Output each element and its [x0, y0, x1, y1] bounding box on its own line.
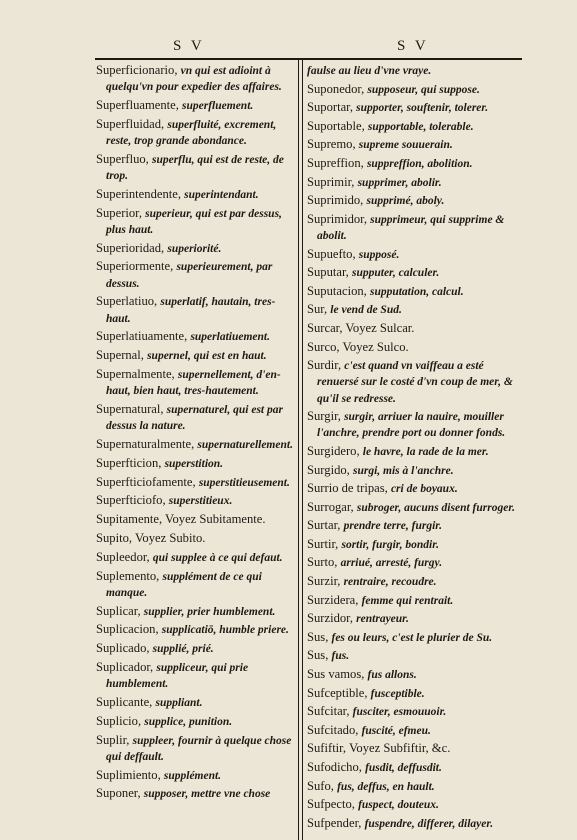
entry-headword: Supitamente, Voyez Subitamente.: [96, 512, 266, 527]
entry-definition: superlatiuement.: [190, 331, 270, 344]
entry-definition: supposeur, qui suppose.: [367, 83, 480, 96]
dictionary-entry: [307, 686, 521, 702]
entry-headword: Surtar,: [307, 518, 344, 533]
dictionary-entry: [307, 741, 521, 757]
entry-definition: cri de boyaux.: [390, 483, 458, 496]
entry-headword: Superintendente,: [96, 186, 185, 201]
entry-headword: Surgir,: [307, 409, 345, 424]
dictionary-entry: [307, 358, 521, 407]
entry-headword: Suplemento,: [96, 568, 163, 583]
dictionary-entry: [307, 667, 521, 683]
entry-headword: Suprimidor,: [307, 211, 371, 226]
dictionary-entry: [307, 247, 521, 263]
dictionary-entry: [307, 321, 521, 337]
entry-definition: superieur, qui est par dessus, plus haut.: [106, 207, 282, 236]
dictionary-entry: [307, 518, 521, 534]
entry-definition: superiorité.: [167, 242, 222, 255]
entry-headword: Sufo,: [307, 778, 338, 793]
dictionary-entry: [96, 695, 294, 711]
entry-headword: Sus,: [307, 629, 332, 644]
entry-headword: Suputacion,: [307, 283, 370, 298]
entry-definition: rentrayeur.: [356, 613, 409, 626]
header-left: S V: [173, 38, 205, 54]
entry-headword: Supreffion,: [307, 155, 367, 170]
dictionary-entry: [96, 475, 294, 491]
entry-headword: Suportar,: [307, 100, 357, 115]
entry-headword: Suprimir,: [307, 174, 358, 189]
entry-headword: Suplicar,: [96, 603, 144, 618]
entry-definition: supprimeur, qui supprime & abolit.: [317, 213, 505, 242]
entry-definition: supplément de ce qui manque.: [106, 570, 262, 599]
entry-definition: superstitieusement.: [198, 476, 290, 489]
dictionary-entry: [96, 714, 294, 730]
entry-definition: supernaturellement.: [197, 438, 293, 451]
dictionary-entry: [96, 206, 294, 238]
entry-definition: supprimer, abolir.: [357, 176, 442, 189]
entry-definition: supplément.: [163, 769, 222, 782]
dictionary-entry: [307, 156, 521, 172]
dictionary-entry: [307, 500, 521, 516]
entry-definition: fuspect, douteux.: [358, 799, 439, 812]
dictionary-entry: [307, 593, 521, 609]
entry-headword: Surrio de tripas,: [307, 481, 391, 496]
dictionary-entry: [307, 409, 521, 441]
entry-definition: vn qui est adioint à quelqu'vn pour expedier des affaires.: [106, 65, 282, 94]
entry-definition: subroger, aucuns disent furroger.: [356, 501, 516, 514]
entry-headword: Sufpecto,: [307, 797, 359, 812]
entry-headword: Supernaturalmente,: [96, 436, 198, 451]
entry-headword: Surzidor,: [307, 611, 357, 626]
entry-headword: Superfluamente,: [96, 98, 183, 112]
dictionary-entry: [96, 456, 294, 472]
dictionary-entry: [307, 463, 521, 479]
dictionary-entry: [307, 265, 521, 281]
entry-headword: Suprimido,: [307, 193, 367, 208]
dictionary-entry: [307, 284, 521, 300]
dictionary-entry: [96, 604, 294, 620]
dictionary-entry: [96, 493, 294, 509]
entry-headword: Suplicante,: [96, 694, 156, 709]
entry-definition: surgir, arriuer la nauire, mouiller l'anchre, prendre port ou donner fonds.: [317, 411, 506, 440]
entry-definition: fes ou leurs, c'est le plurier de Su.: [331, 631, 493, 644]
entry-headword: Suplir,: [96, 732, 133, 747]
dictionary-entry: [307, 193, 521, 209]
entry-definition: supposé.: [358, 248, 400, 261]
entry-definition: qui supplee à ce qui defaut.: [152, 551, 283, 564]
entry-headword: Surgido,: [307, 462, 353, 477]
entry-headword: Surdir,: [307, 358, 345, 373]
entry-definition: superfluement.: [182, 100, 254, 112]
entry-definition: prendre terre, furgir.: [343, 520, 442, 533]
entry-headword: Superfticiofo,: [96, 493, 169, 508]
entry-definition: superfluité, excrement, reste, trop grande abondance.: [106, 118, 277, 147]
running-header: [95, 38, 522, 56]
entry-definition: suppliceur, qui prie humblement.: [106, 661, 249, 691]
entry-definition: supputation, calcul.: [369, 285, 464, 298]
dictionary-entry: [96, 660, 294, 692]
dictionary-entry: [307, 760, 521, 776]
dictionary-entry: [96, 348, 294, 364]
header-right: S V: [397, 38, 429, 54]
entry-definition: le havre, la rade de la mer.: [362, 445, 489, 458]
dictionary-entry: [307, 481, 521, 497]
entry-headword: Sufcitado,: [307, 722, 362, 737]
dictionary-entry: [307, 537, 521, 553]
left-column: [96, 63, 294, 840]
entry-headword: Sur,: [307, 302, 331, 317]
dictionary-entry: [307, 816, 521, 832]
entry-definition: faulse au lieu d'vne vraye.: [307, 65, 432, 77]
dictionary-entry: [307, 611, 521, 627]
entry-definition: supernel, qui est en haut.: [147, 350, 267, 363]
dictionary-entry: [96, 402, 294, 434]
entry-headword: Supuefto,: [307, 246, 359, 261]
dictionary-entry: [96, 641, 294, 657]
dictionary-entry: [307, 704, 521, 720]
dictionary-entry: [307, 119, 521, 135]
entry-headword: Surco, Voyez Sulco.: [307, 339, 409, 354]
dictionary-entry: [96, 622, 294, 638]
entry-headword: Sufcitar,: [307, 704, 353, 719]
dictionary-entry: [307, 175, 521, 191]
entry-headword: Supito, Voyez Subito.: [96, 530, 206, 545]
entry-definition: femme qui rentrait.: [361, 594, 454, 607]
entry-headword: Supremo,: [307, 137, 359, 152]
entry-definition: fusciter, esmouuoir.: [352, 706, 447, 719]
entry-headword: Superiormente,: [96, 259, 177, 274]
entry-headword: Superficionario,: [96, 63, 181, 77]
entry-headword: Superioridad,: [96, 240, 168, 255]
dictionary-entry: [96, 259, 294, 291]
entry-definition: superlatif, hautain, tres-haut.: [106, 296, 276, 325]
entry-definition: le vend de Sud.: [330, 304, 402, 317]
entry-headword: Suputar,: [307, 265, 352, 280]
dictionary-entry: [96, 117, 294, 149]
entry-headword: Superfluo,: [96, 151, 152, 166]
dictionary-entry: [96, 367, 294, 399]
dictionary-entry: [96, 63, 294, 95]
entry-headword: Suponer,: [96, 786, 144, 801]
dictionary-entry: [307, 340, 521, 356]
entry-headword: Sufiftir, Voyez Subfiftir, &c.: [307, 741, 451, 756]
entry-definition: supposer, mettre vne chose: [143, 788, 271, 801]
dictionary-entry: [96, 152, 294, 184]
entry-headword: Suplicio,: [96, 713, 145, 728]
dictionary-entry: [307, 100, 521, 116]
entry-definition: supreme souuerain.: [358, 139, 453, 152]
header-rule: [95, 58, 522, 60]
entry-headword: Superfticion,: [96, 455, 165, 470]
entry-headword: Superlatiuamente,: [96, 329, 191, 344]
entry-headword: Surto,: [307, 555, 341, 570]
entry-headword: Superlatiuo,: [96, 294, 161, 309]
dictionary-entry: [307, 63, 521, 79]
column-divider: [298, 60, 303, 840]
entry-definition: suppleer, fournir à quelque chose qui deffault.: [106, 734, 292, 763]
dictionary-entry: [96, 512, 294, 528]
entry-headword: Suplicacion,: [96, 622, 162, 637]
entry-headword: Sufceptible,: [307, 685, 371, 700]
dictionary-entry: [96, 550, 294, 566]
entry-definition: supernellement, d'en-haut, bien haut, tres-hautement.: [106, 368, 281, 398]
dictionary-entry: [307, 630, 521, 646]
entry-headword: Surzidera,: [307, 592, 362, 607]
entry-definition: supputer, calculer.: [351, 267, 440, 280]
entry-definition: superstition.: [164, 457, 224, 470]
dictionary-entry: [96, 294, 294, 326]
entry-definition: superintendant.: [184, 188, 259, 201]
entry-headword: Superfticiofamente,: [96, 474, 199, 489]
entry-definition: rentraire, recoudre.: [343, 576, 437, 589]
dictionary-entry: [307, 797, 521, 813]
entry-headword: Suplicador,: [96, 659, 157, 674]
dictionary-entry: [307, 212, 521, 244]
dictionary-entry: [307, 302, 521, 318]
entry-headword: Surzir,: [307, 574, 344, 589]
entry-headword: Sufodicho,: [307, 760, 366, 774]
entry-headword: Supernatural,: [96, 401, 167, 416]
dictionary-entry: [96, 329, 294, 345]
right-column: [307, 63, 521, 840]
entry-definition: superieurement, par dessus.: [106, 261, 273, 290]
dictionary-entry: [96, 531, 294, 547]
dictionary-entry: [307, 555, 521, 571]
entry-headword: Supernalmente,: [96, 366, 178, 381]
dictionary-entry: [307, 137, 521, 153]
entry-headword: Surcar, Voyez Sulcar.: [307, 320, 415, 335]
dictionary-entry: [307, 723, 521, 739]
entry-definition: supernaturel, qui est par dessus la nature.: [106, 403, 283, 433]
entry-headword: Surrogar,: [307, 499, 357, 514]
entry-headword: Superior,: [96, 205, 146, 220]
dictionary-entry: [307, 779, 521, 795]
entry-headword: Sufpender,: [307, 815, 365, 830]
entry-definition: fus.: [331, 650, 350, 663]
entry-definition: arriué, arresté, furgy.: [340, 557, 443, 570]
entry-definition: suppliant.: [155, 696, 203, 709]
entry-definition: superflu, qui est de reste, de trop.: [106, 153, 284, 182]
dictionary-entry: [307, 648, 521, 664]
entry-headword: Sus vamos,: [307, 667, 368, 682]
entry-definition: supplice, punition.: [144, 715, 233, 728]
entry-definition: fusdit, deffusdit.: [365, 762, 442, 774]
entry-definition: superstitieux.: [168, 495, 233, 508]
entry-headword: Suplicado,: [96, 641, 153, 656]
dictionary-entry: [96, 98, 294, 114]
entry-headword: Sus,: [307, 648, 332, 663]
entry-definition: supplié, prié.: [152, 643, 214, 656]
dictionary-entry: [307, 82, 521, 98]
entry-definition: fus, deffus, en hault.: [337, 780, 435, 793]
entry-headword: Supernal,: [96, 348, 148, 363]
entry-headword: Supleedor,: [96, 549, 153, 564]
dictionary-entry: [96, 786, 294, 802]
entry-headword: Suplimiento,: [96, 767, 164, 782]
entry-definition: fuscité, efmeu.: [361, 724, 431, 737]
dictionary-entry: [96, 241, 294, 257]
entry-headword: Suponedor,: [307, 81, 368, 96]
entry-headword: Suportable,: [307, 118, 368, 133]
dictionary-entry: [307, 574, 521, 590]
entry-definition: fus allons.: [367, 669, 417, 682]
dictionary-entry: [307, 444, 521, 460]
entry-definition: supplier, prier humblement.: [143, 605, 276, 618]
entry-headword: Surtir,: [307, 536, 342, 551]
entry-headword: Superfluidad,: [96, 116, 168, 131]
dictionary-entry: [96, 187, 294, 203]
entry-definition: sortir, furgir, bondir.: [341, 538, 439, 551]
dictionary-entry: [96, 768, 294, 784]
entry-definition: supplicatiō, humble priere.: [161, 624, 289, 637]
entry-definition: c'est quand vn vaiffeau a esté renuersé sur le costé d'vn coup de mer, & qu'il se redresse.: [317, 360, 513, 405]
entry-definition: supprimé, aboly.: [366, 195, 445, 208]
entry-definition: fuspendre, differer, dilayer.: [364, 817, 494, 830]
dictionary-entry: [96, 733, 294, 765]
entry-definition: suppreffion, abolition.: [366, 157, 473, 170]
entry-definition: supportable, tolerable.: [367, 120, 474, 133]
dictionary-entry: [96, 569, 294, 601]
entry-definition: surgi, mis à l'anchre.: [352, 464, 454, 477]
entry-headword: Surgidero,: [307, 443, 363, 458]
dictionary-entry: [96, 437, 294, 453]
entry-definition: fusceptible.: [370, 687, 425, 700]
entry-definition: supporter, souftenir, tolerer.: [356, 102, 489, 115]
